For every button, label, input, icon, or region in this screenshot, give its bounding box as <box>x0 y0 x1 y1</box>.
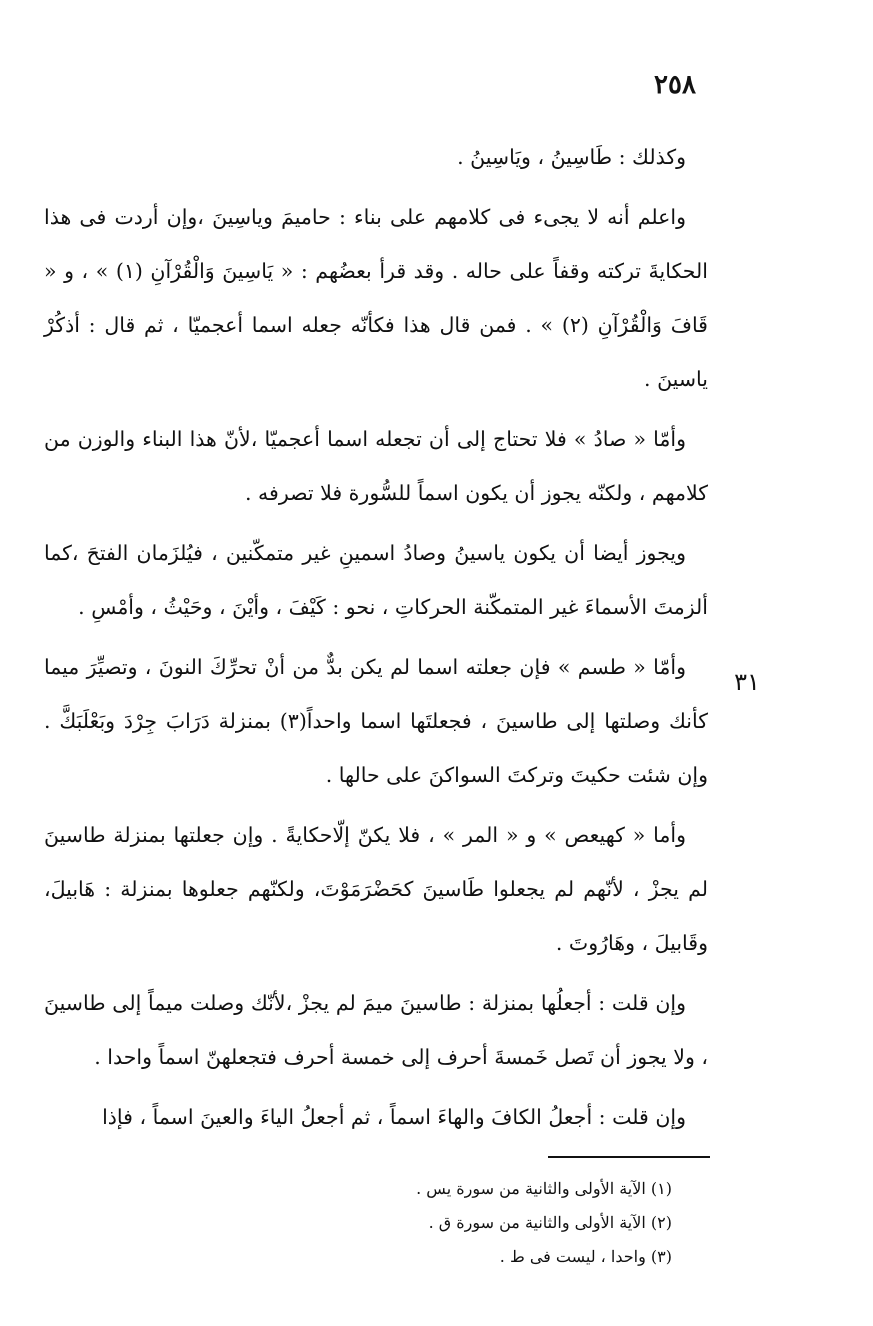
footnote-divider <box>548 1156 710 1158</box>
footnotes <box>300 1172 672 1274</box>
paragraph: وأمّا « طسم » فإن جعلته اسما لم يكن بدٌّ من أنْ تحرِّكَ النونَ ، وتصيِّرَ ميما كأنك وصلتها إلى طاسينَ ، فجعلتَها اسما واحداً(٣) بمنزلة دَرَابَ جِرْدَ وبَعْلَبَكَّ . وإن شئت حكيتَ وتركتَ السواكنَ على حالها . <box>44 655 708 787</box>
footnote: (٣) واحدا ، ليست فى ط . <box>499 1247 672 1266</box>
paragraph: وإن قلت : أجعلُ الكافَ والهاءَ اسماً ، ثم أجعلُ الياءَ والعينَ اسماً ، فإذا <box>102 1105 686 1129</box>
paragraph: ويجوز أيضا أن يكون ياسينُ وصادُ اسمينِ غير متمكّنين ، فيُلزَمان الفتحَ ،كما ألزمتَ الأسماءَ غير المتمكّنة الحركاتِ ، نحو : كَيْفَ ، وأيْنَ ، وحَيْثُ ، وأمْسِ . <box>44 541 708 619</box>
footnote: (٢) الآية الأولى والثانية من سورة ق . <box>428 1213 672 1232</box>
page-number: ٢٥٨ <box>654 70 696 100</box>
footnote: (١) الآية الأولى والثانية من سورة يس . <box>416 1179 672 1198</box>
paragraph: وأمّا « صادُ » فلا تحتاج إلى أن تجعله اسما أعجميّا ،لأنّ هذا البناء والوزن من كلامهم ، ولكنّه يجوز أن يكون اسماً للسُّورة فلا تصرفه . <box>44 427 708 505</box>
paragraph: واعلم أنه لا يجىء فى كلامهم على بناء : حاميمَ وياسِينَ ،وإن أردت فى هذا الحكايةَ تركته وقفاً على حاله . وقد قرأ بعضُهم : « يَاسِينَ وَالْقُرْآنِ (١) » ، و « قَافَ وَالْقُرْآنِ (٢) » . فمن قال هذا فكأنّه جعله اسما أعجميّا ، ثم قال : أذكُرْ ياسينَ . <box>44 205 708 391</box>
paragraph: وإن قلت : أجعلُها بمنزلة : طاسينَ ميمَ لم يجزْ ،لأنّك وصلت ميماً إلى طاسينَ ، ولا يجوز أن تَصل خَمسةَ أحرف إلى خمسة أحرف فتجعلهنّ اسماً واحدا . <box>44 991 708 1069</box>
paragraph: وأما « كهيعص » و « المر » ، فلا يكنّ إلّاحكايةً . وإن جعلتها بمنزلة طاسينَ لم يجزْ ، لأنّهم لم يجعلوا طَاسينَ كحَضْرَمَوْتَ، ولكنّهم جعلوها بمنزلة : هَابيلَ، وقَابيلَ ، وهَارُوتَ . <box>44 823 708 955</box>
paragraph: وكذلك : طَاسِينُ ، ويَاسِينُ . <box>457 145 686 169</box>
body-text <box>44 130 708 1150</box>
section-marker: ٣١ <box>734 668 760 696</box>
